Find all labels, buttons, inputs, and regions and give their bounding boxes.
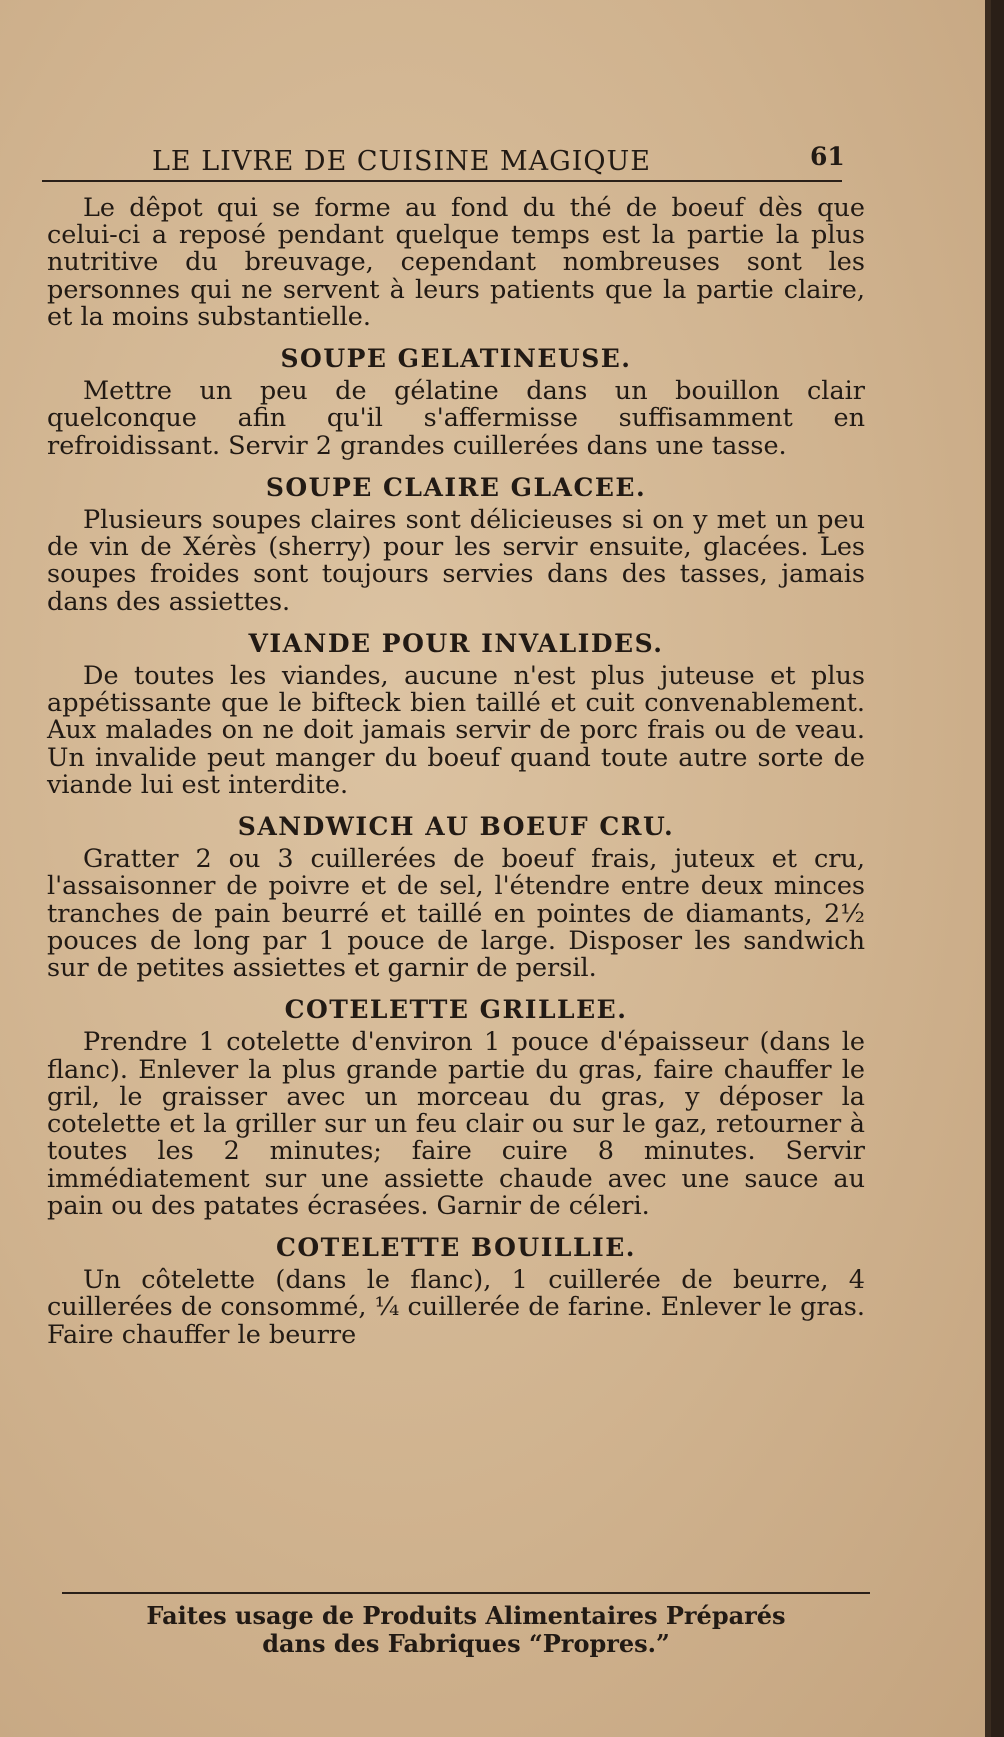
page-header	[42, 128, 845, 178]
footer-slogan-line-1: Faites usage de Produits Alimentaires Préparés	[146, 1601, 786, 1630]
page-number: 61	[810, 142, 845, 171]
recipe-heading: SOUPE GELATINEUSE.	[280, 344, 632, 374]
footer-rule	[62, 1592, 870, 1594]
recipe-text: Mettre un peu de gélatine dans un bouillon clair quelconque afin qu'il s'affermisse suffisamment en refroidissant. Servir 2 grandes cuillerées dans une tasse.	[47, 376, 865, 461]
page-body	[47, 195, 865, 1349]
recipe-heading: COTELETTE BOUILLIE.	[275, 1232, 637, 1262]
recipe-heading: VIANDE POUR INVALIDES.	[248, 628, 664, 658]
recipe-text: Plusieurs soupes claires sont délicieuses si on y met un peu de vin de Xérès (sherry) pour les servir ensuite, glacées. Les soupes froides sont toujours servies dans des tasses, jamais dans des assiettes.	[47, 505, 865, 617]
page-footer	[62, 1592, 870, 1658]
recipe-heading: COTELETTE GRILLEE.	[284, 995, 628, 1025]
recipe-heading: SOUPE CLAIRE GLACEE.	[265, 472, 647, 502]
recipe-text: Un côtelette (dans le flanc), 1 cuillerée de beurre, 4 cuillerées de consommé, ¼ cuillerée de farine. Enlever le gras. Faire chauffer le beurre	[47, 1265, 865, 1350]
running-title: LE LIVRE DE CUISINE MAGIQUE	[152, 146, 652, 177]
recipe-text: Gratter 2 ou 3 cuillerées de boeuf frais, juteux et cru, l'assaisonner de poivre et de sel, l'étendre entre deux minces tranches de pain beurré et taillé en pointes de diamants, 2½ pouces de long par 1 pouce de large. Disposer les sandwich sur de petites assiettes et garnir de persil.	[47, 844, 865, 984]
intro-paragraph: Le dêpot qui se forme au fond du thé de boeuf dès que celui-ci a reposé pendant quelque temps est la partie la plus nutritive du breuvage, cependant nombreuses sont les personnes qui ne servent à leurs patients que la partie claire, et la moins substantielle.	[47, 193, 865, 332]
recipe-text: De toutes les viandes, aucune n'est plus juteuse et plus appétissante que le bifteck bien taillé et cuit convenablement. Aux malades on ne doit jamais servir de porc frais ou de veau. Un invalide peut manger du boeuf quand toute autre sorte de viande lui est interdite.	[47, 661, 865, 800]
footer-slogan-line-2: dans des Fabriques “Propres.”	[262, 1629, 670, 1658]
recipe-text: Prendre 1 cotelette d'environ 1 pouce d'épaisseur (dans le flanc). Enlever la plus grande partie du gras, faire chauffer le gril, le graisser avec un morceau du gras, y déposer la cotelette et la griller sur un feu clair ou sur le gaz, retourner à toutes les 2 minutes; faire cuire 8 minutes. Servir immédiatement sur une assiette chaude avec une sauce au pain ou des patates écrasées. Garnir de céleri.	[47, 1027, 865, 1221]
recipe-heading: SANDWICH AU BOEUF CRU.	[237, 812, 675, 842]
header-rule	[42, 180, 842, 182]
